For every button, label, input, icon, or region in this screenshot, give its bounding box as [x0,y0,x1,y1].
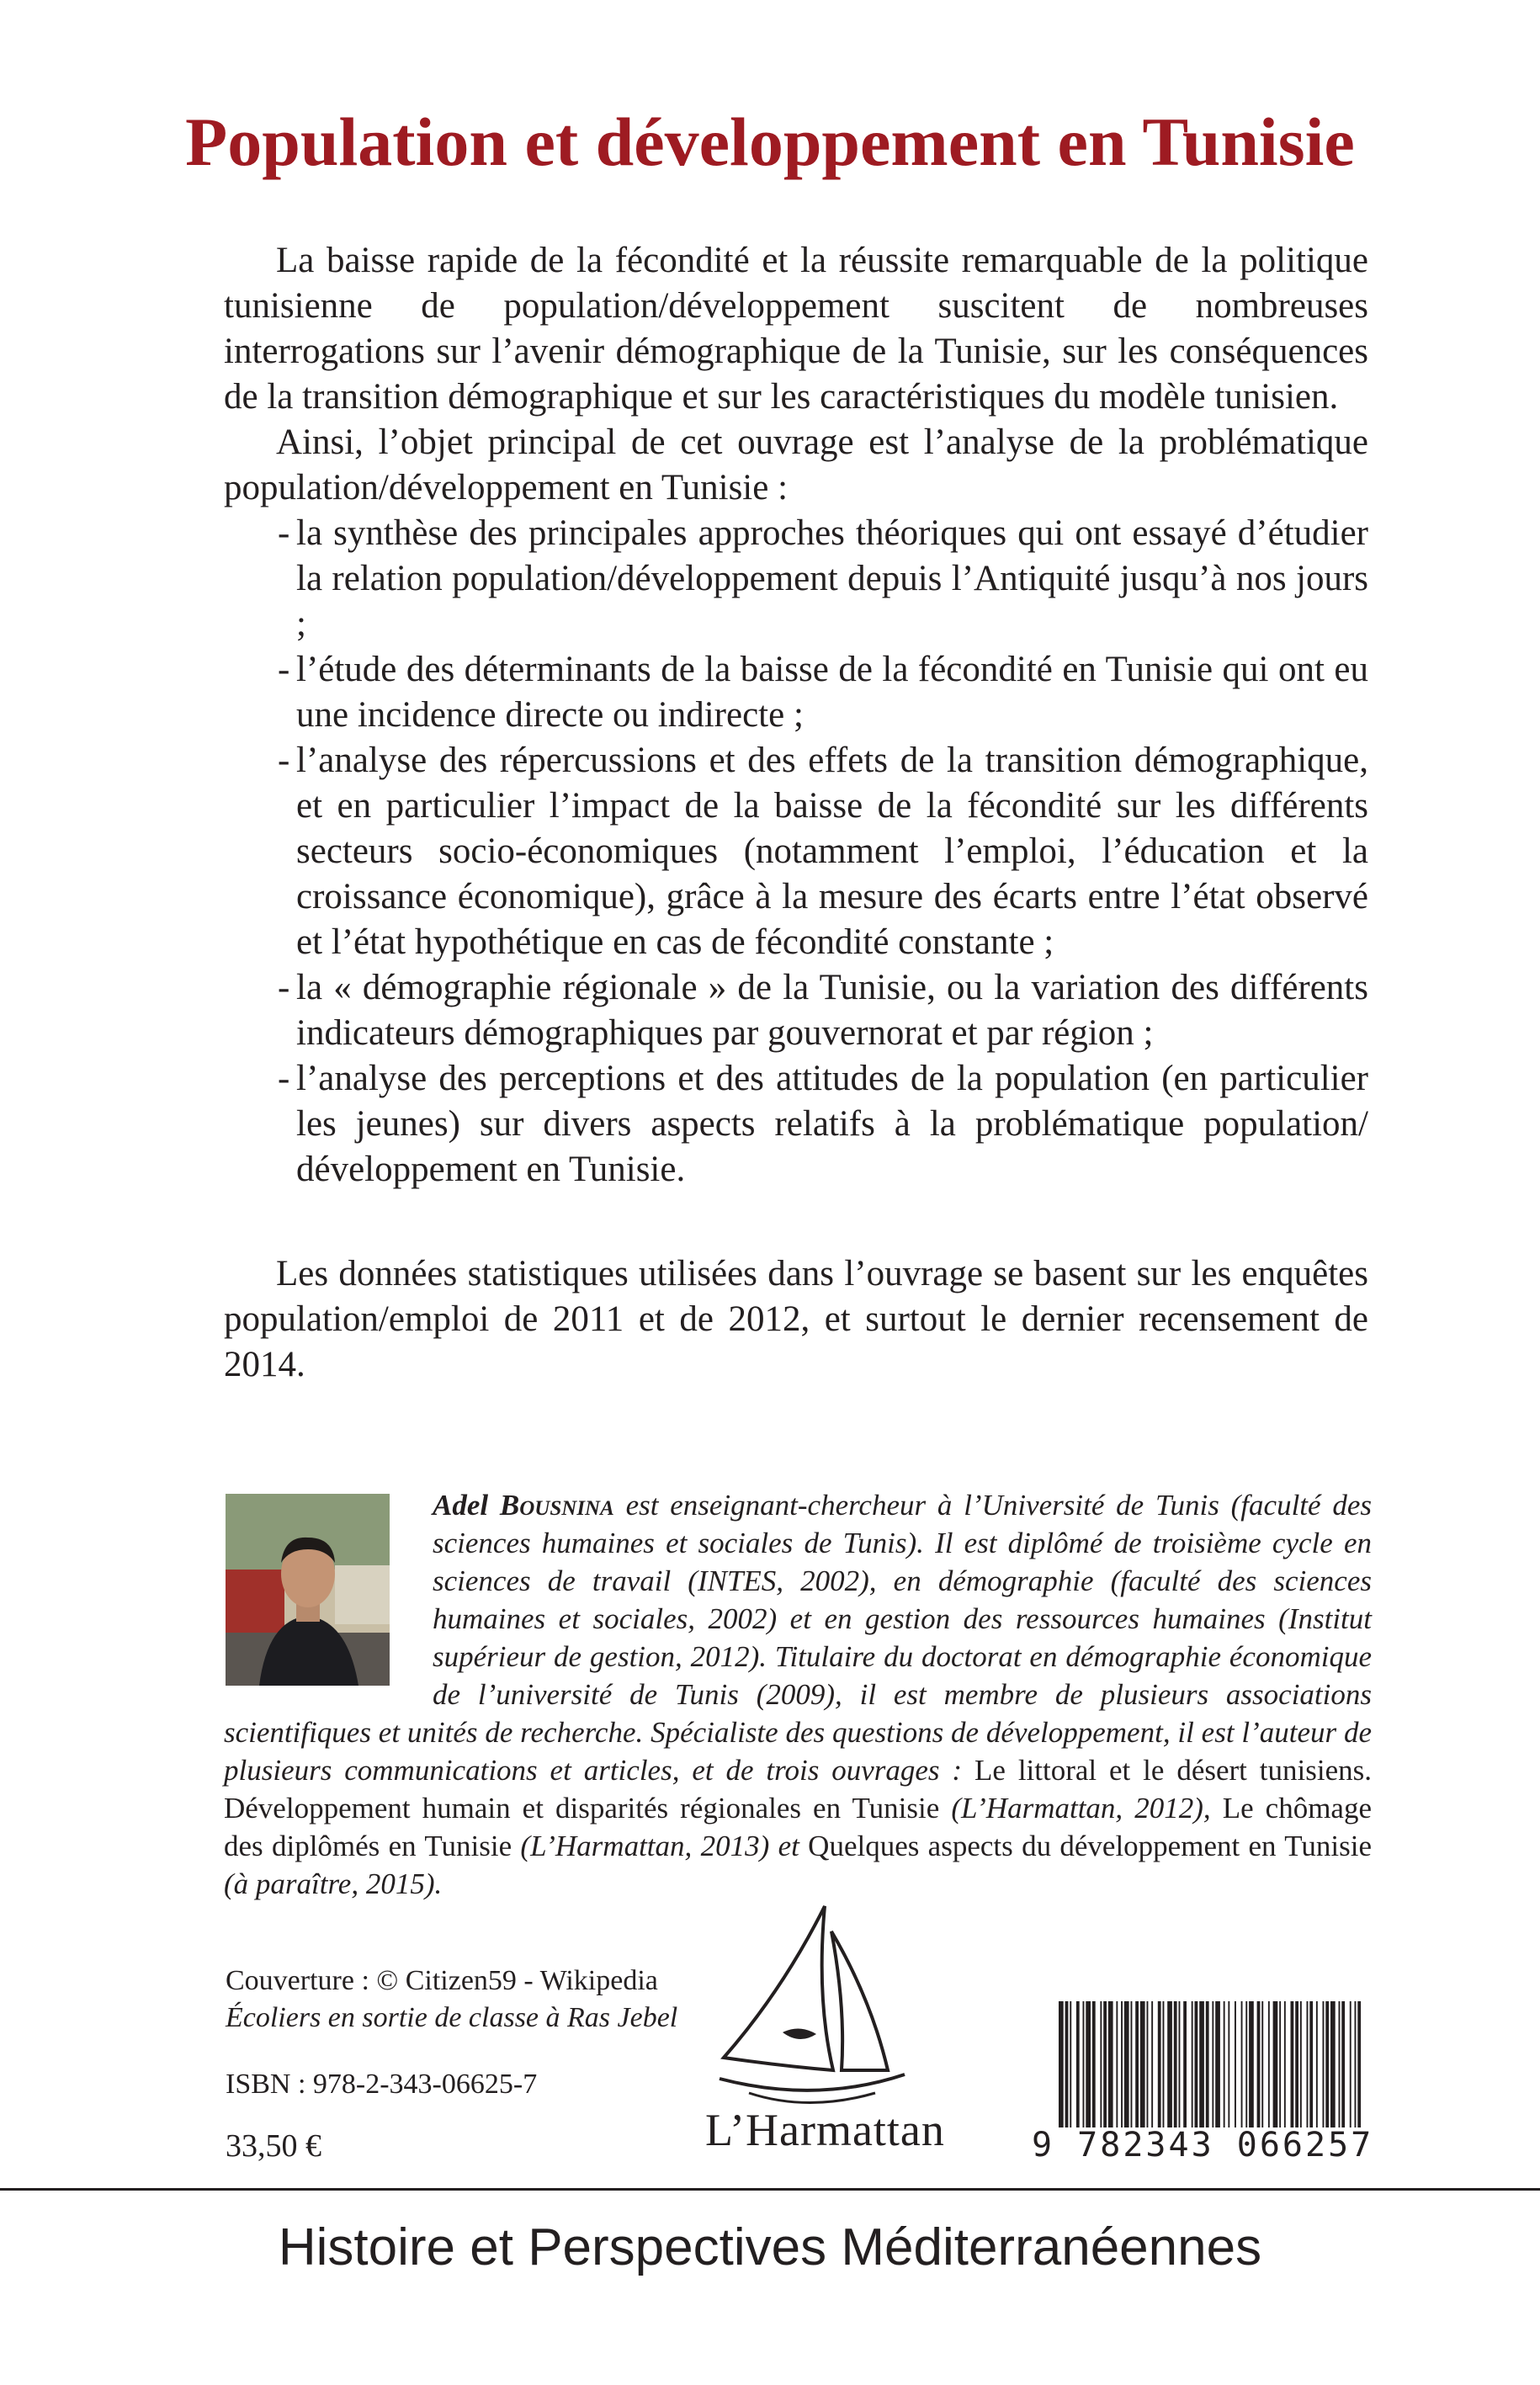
barcode-bar [1245,2001,1247,2127]
barcode-bar [1268,2001,1270,2127]
barcode-bar [1224,2001,1225,2127]
barcode-bar [1163,2001,1165,2127]
barcode-bar [1341,2001,1345,2127]
barcode-bar [1355,2001,1357,2127]
barcode-bar [1070,2001,1071,2127]
publisher-note-1: (L’Harmattan, 2012), [939,1792,1211,1825]
publisher-logo-text: L’Harmattan [705,2105,945,2155]
spacer [224,1192,1368,1251]
barcode-bar [1158,2001,1161,2127]
barcode-bar [1309,2001,1313,2127]
list-dash: - [278,741,290,780]
isbn: ISBN : 978-2-343-06625-7 [226,2069,538,2100]
list-item-text: la synthèse des principales approches théoriques qui ont essayé d’étudier la relation population/développement depuis l’Antiquité jusqu’à nos jours ; [296,513,1368,644]
barcode-bar [1323,2001,1325,2127]
list-item [224,965,1368,1056]
barcode-bar [1241,2001,1243,2127]
data-paragraph: Les données statistiques utilisées dans l’ouvrage se basent sur les enquêtes population/emploi de 2011 et de 2012, et surtout le dernier recensement de 2014. [224,1254,1368,1384]
barcode-bar [1215,2001,1220,2127]
publisher-note-3: (à paraître, 2015). [224,1867,443,1900]
objective-paragraph: Ainsi, l’objet principal de cet ouvrage est l’analyse de la problématique population/développement en Tunisie : [224,422,1368,507]
barcode-bar [1100,2001,1102,2127]
barcode-bar [1086,2001,1091,2127]
intro-paragraph: La baisse rapide de la fécondité et la réussite remarquable de la politique tunisienne de population/développement suscitent de nombreuses interrogations sur l’avenir démographique de la Tunisie, sur les conséquences de la transition démographique et sur les caractéristiques du modèle tunisien. [224,241,1368,417]
list-dash: - [278,513,290,553]
list-item [224,1056,1368,1192]
barcode-bar [1108,2001,1113,2127]
barcode-bar [1273,2001,1278,2127]
barcode-bar [1065,2001,1069,2127]
barcode-bar [1316,2001,1318,2127]
barcode-bar [1339,2001,1341,2127]
barcode-bar [1199,2001,1204,2127]
list-item-text: la « démographie régionale » de la Tunisie, ou la variation des différents indicateurs démographiques par gouvernorat et par région ; [296,968,1368,1053]
book-title-1: Le littoral et le désert tunisiens. Développement humain et disparités régionales en Tunisie [224,1754,1373,1825]
barcode-bar [1131,2001,1133,2127]
barcode-bar [1092,2001,1096,2127]
list-item [224,511,1368,647]
barcode-bar [1350,2001,1351,2127]
barcode-bar [1291,2001,1294,2127]
barcode-bar [1279,2001,1281,2127]
cover-caption: Écoliers en sortie de classe à Ras Jebel [226,2002,678,2033]
barcode-bar [1295,2001,1298,2127]
list-item [224,738,1368,965]
barcode-bar [1174,2001,1177,2127]
book-title: Population et développement en Tunisie [185,104,1355,180]
list-dash: - [278,968,290,1007]
barcode-bar [1192,2001,1193,2127]
barcode-bar [1257,2001,1261,2127]
book-title-3: Quelques aspects du développement en Tunisie [799,1830,1372,1862]
price: 33,50 € [226,2128,321,2164]
list-item-text: l’analyse des répercussions et des effets de la transition démographique, et en particulier l’impact de la baisse de la fécondité sur les différents secteurs socio-économiques (notamment l’emploi, l’éducation et la croissance économique), grâce à la mesure des écarts entre l’état observé et l’état hypothétique en cas de fécondité constante ; [296,741,1368,962]
barcode-bar [1330,2001,1336,2127]
barcode-bar [1103,2001,1107,2127]
barcode-bar [1059,2001,1064,2127]
barcode-bar [1183,2001,1187,2127]
barcode-bar [1357,2001,1361,2127]
barcode-bar [1195,2001,1198,2127]
cover-credit-line: Couverture : © Citizen59 - Wikipedia [226,1965,658,1996]
back-cover-summary [224,238,1368,1388]
barcode-bar [1325,2001,1329,2127]
barcode-bar [1212,2001,1213,2127]
list-item-text: l’analyse des perceptions et des attitudes de la population (en particulier les jeunes) sur divers aspects relatifs à la problématique population/ développement en Tunisie. [296,1059,1368,1189]
barcode-bar [1135,2001,1139,2127]
barcode-bar [1116,2001,1118,2127]
barcode-bar [1249,2001,1254,2127]
series-title: Histoire et Perspectives Méditerranéennes [278,2218,1262,2276]
barcode-bar [1140,2001,1145,2127]
author-last-name: Bousnina [499,1489,614,1522]
isbn-barcode [1057,2001,1363,2127]
barcode-bar [1083,2001,1085,2127]
list-dash: - [278,1059,290,1098]
barcode-bar [1179,2001,1181,2127]
barcode-bar [1076,2001,1080,2127]
barcode-bar [1147,2001,1149,2127]
publisher-note-2: (L’Harmattan, 2013) et [512,1830,799,1862]
list-item [224,647,1368,738]
barcode-bar [1167,2001,1172,2127]
barcode-bar [1228,2001,1229,2127]
barcode-bar [1307,2001,1309,2127]
barcode-bar [1124,2001,1129,2127]
book-title-2: Le chômage des diplômés en Tunisie [224,1792,1372,1862]
barcode-bar [1261,2001,1263,2127]
objective-list [224,511,1368,1192]
list-dash: - [278,650,290,689]
barcode-bar [1151,2001,1153,2127]
footer-divider [0,2188,1540,2191]
cover-credits [226,1963,677,2037]
author-first-name: Adel [433,1489,489,1522]
author-bio [224,1486,1372,1903]
barcode-bar [1206,2001,1209,2127]
photo-spacer [224,1486,433,1688]
barcode-bar [1235,2001,1236,2127]
author-bio-text: est enseignant-chercheur à l’Université de Tunis (faculté des sciences humaines et sociales de Tunis). Il est diplômé de troisième cycle en sciences de travail (INTES, 2002), en démographie (faculté des sciences humaines et sociales, 2002) et en gestion des ressources humaines (Institut supérieur de gestion, 2012). Titulaire du doctorat en démographie économique de l’université de Tunis (2009), il est membre de plusieurs associations scientifiques et unités de recherche. Spécialiste des questions de développement, il est l’auteur de plusieurs communications et articles, et de trois ouvrages : [224,1489,1372,1787]
barcode-bar [1300,2001,1302,2127]
list-item-text: l’étude des déterminants de la baisse de la fécondité en Tunisie qui ont eu une incidence directe ou indirecte ; [296,650,1368,735]
barcode-bar [1121,2001,1123,2127]
barcode-bar [1284,2001,1286,2127]
barcode-number: 9 782343 066257 [1032,2126,1374,2165]
